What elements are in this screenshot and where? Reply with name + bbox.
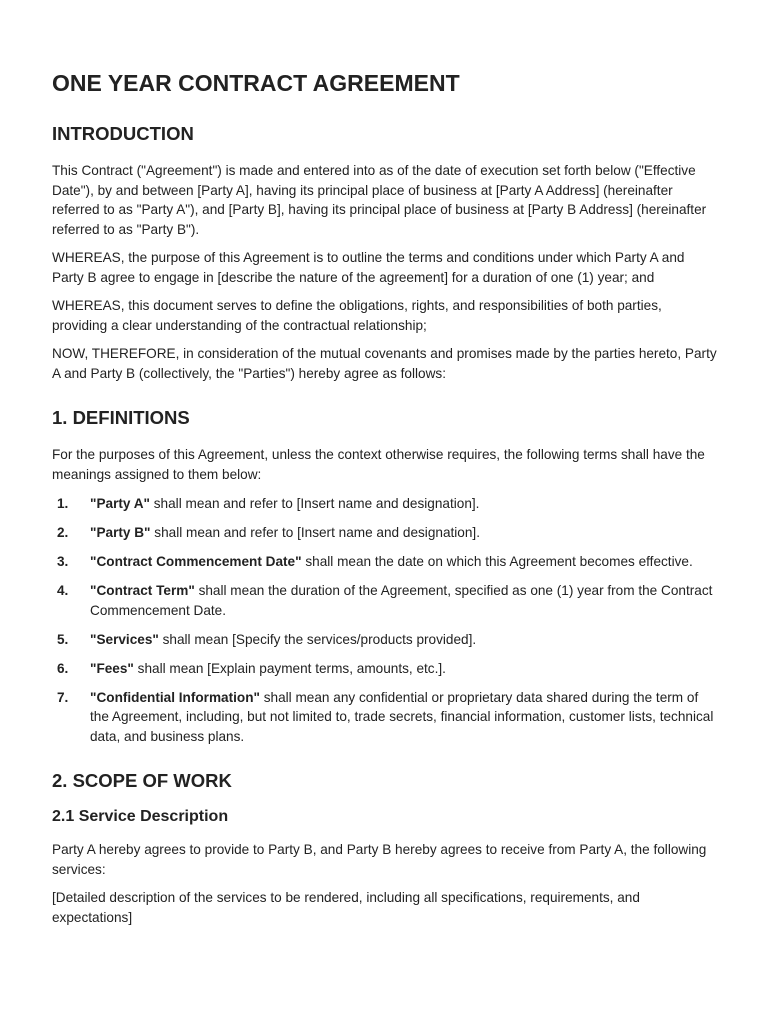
intro-paragraph: This Contract ("Agreement") is made and entered into as of the date of execution set forth below ("Effective Date"), by and between [Party A], having its principal place of business at [Party A Address] (hereinafter referred to as "Party A"), and [Party B], having its principal place of business at [Party B Address] (hereinafter referred to as "Party B"). (52, 163, 707, 237)
definition-term: "Contract Commencement Date" (90, 554, 302, 569)
document-title: ONE YEAR CONTRACT AGREEMENT (52, 70, 460, 96)
definition-item (52, 581, 718, 620)
definition-term: "Party A" (90, 496, 150, 511)
whereas-purpose-paragraph: WHEREAS, the purpose of this Agreement is to outline the terms and conditions under which Party A and Party B agree to engage in [describe the nature of the agreement] for a duration of one (1) year; and (52, 250, 685, 285)
definition-term: "Services" (90, 631, 159, 647)
definition-item (52, 552, 718, 572)
whereas-obligations-paragraph: WHEREAS, this document serves to define the obligations, rights, and responsibilities of both parties, providing a clear understanding of the contractual relationship; (52, 298, 662, 333)
definitions-list (52, 494, 718, 746)
list-number: 4. (57, 583, 69, 598)
definition-text: shall mean the date on which this Agreement becomes effective. (301, 554, 693, 569)
now-therefore-paragraph: NOW, THEREFORE, in consideration of the mutual covenants and promises made by the parties hereto, Party A and Party B (collectively, the "Parties") hereby agree as follows: (52, 346, 717, 381)
definitions-intro: For the purposes of this Agreement, unless the context otherwise requires, the following terms shall have the meanings assigned to them below: (52, 447, 705, 482)
list-number: 5. (57, 631, 69, 647)
definition-term: "Contract Term" (90, 583, 195, 598)
definition-item (52, 659, 718, 679)
definition-item (52, 523, 718, 543)
definition-text: shall mean any confidential or proprietary data shared during the term of the Agreement, including, but not limited to, trade secrets, financial information, customer lists, technical data, and business plans. (90, 689, 714, 744)
definition-text: shall mean and refer to [Insert name and designation]. (150, 525, 480, 540)
scope-heading: 2. SCOPE OF WORK (52, 770, 232, 791)
introduction-heading: INTRODUCTION (52, 123, 194, 144)
list-number: 1. (57, 496, 69, 511)
definitions-heading: 1. DEFINITIONS (52, 407, 190, 428)
scope-of-work-section (52, 770, 718, 927)
definition-item (52, 688, 718, 747)
definition-item (52, 630, 718, 650)
introduction-section (52, 123, 718, 383)
list-number: 6. (57, 660, 69, 676)
definition-term: "Confidential Information" (90, 689, 260, 705)
definition-text: shall mean the duration of the Agreement, specified as one (1) year from the Contract Commencement Date. (90, 583, 713, 618)
service-paragraph: Party A hereby agrees to provide to Party B, and Party B hereby agrees to receive from Party A, the following services: (52, 842, 707, 877)
definition-term: "Party B" (90, 525, 151, 540)
list-number: 2. (57, 525, 69, 540)
definition-text: shall mean [Specify the services/products provided]. (158, 631, 477, 647)
service-description-heading: 2.1 Service Description (52, 808, 229, 825)
definitions-section (52, 407, 718, 746)
service-details-paragraph: [Detailed description of the services to be rendered, including all specifications, requirements, and expectations] (52, 890, 640, 925)
list-number: 3. (57, 554, 69, 569)
list-number: 7. (57, 689, 69, 705)
definition-term: "Fees" (90, 660, 134, 676)
definition-text: shall mean [Explain payment terms, amounts, etc.]. (133, 660, 446, 676)
definition-text: shall mean and refer to [Insert name and designation]. (149, 496, 480, 511)
definition-item (52, 494, 718, 514)
